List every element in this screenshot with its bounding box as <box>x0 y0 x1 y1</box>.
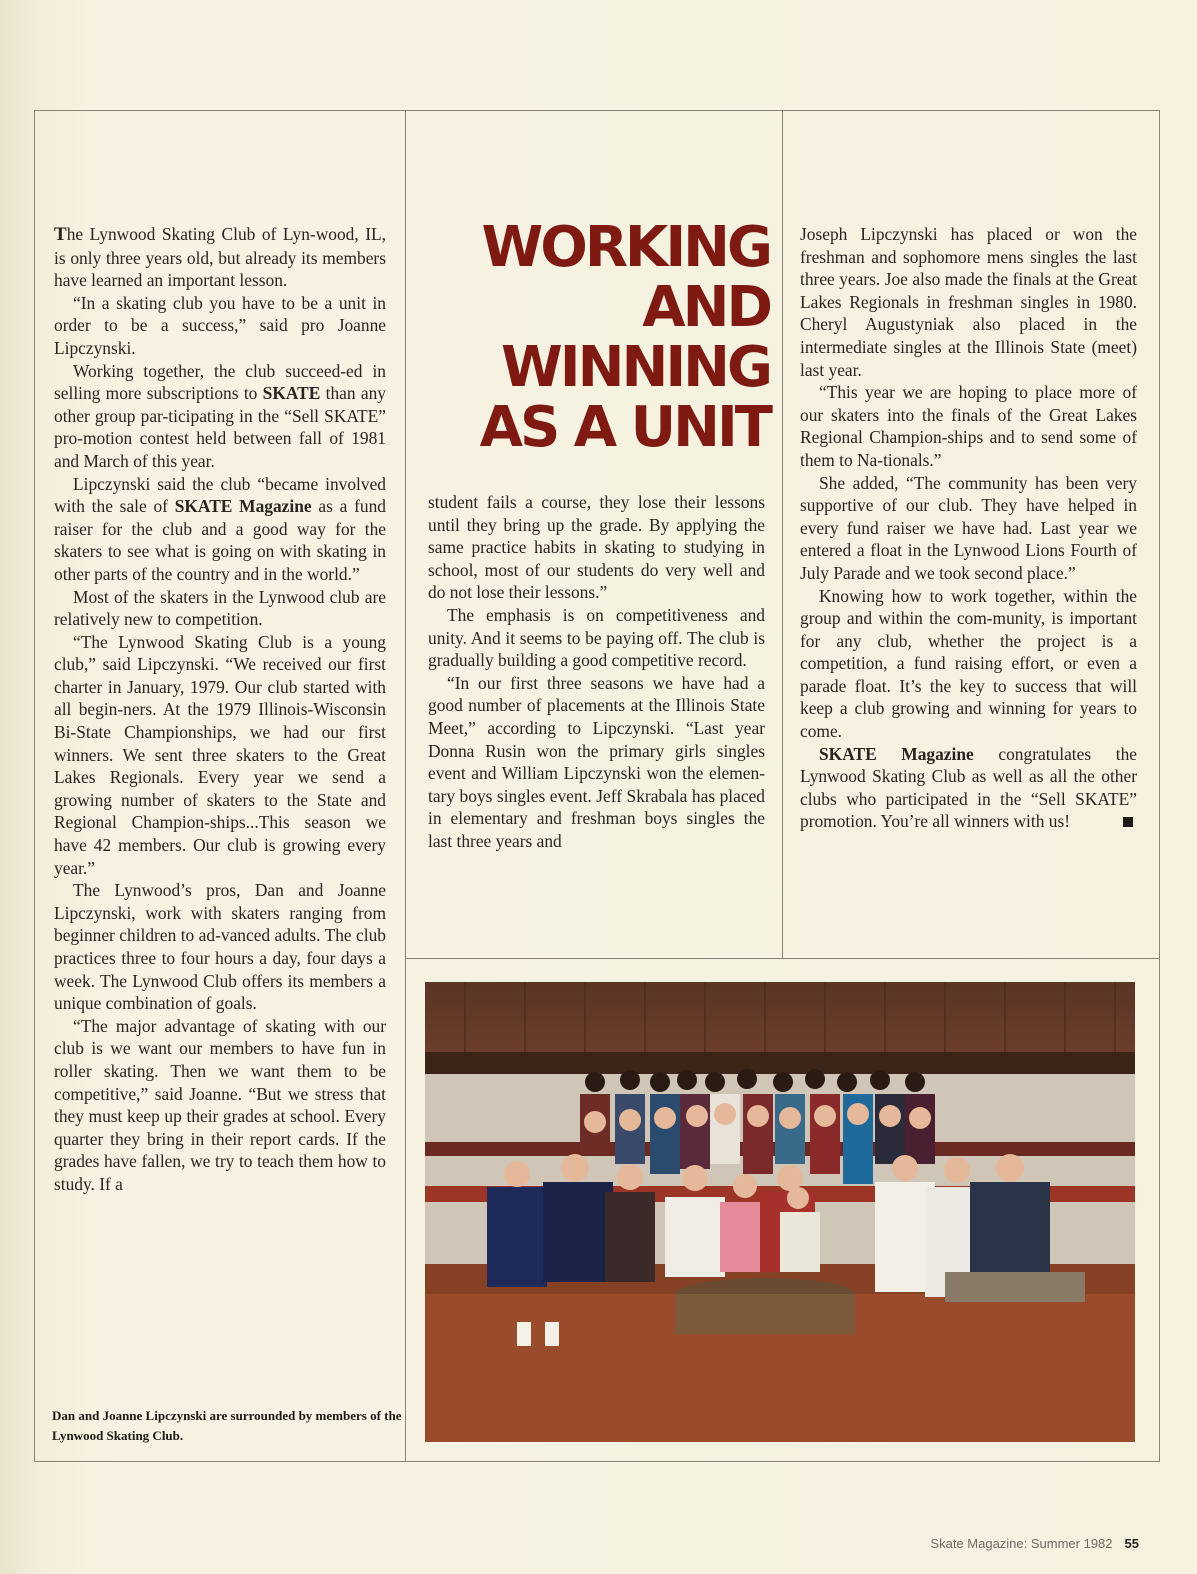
page-footer <box>930 1536 1139 1551</box>
paragraph: Working together, the club succeed-ed in selling more subscriptions to SKATE than any other group par-ticipating in the “Sell SKATE” pro-motion contest held between fall of 1981 and March of this year. <box>54 360 386 471</box>
paragraph: Joseph Lipczynski has placed or won the freshman and sophomore mens singles the last three years. Joe also made the finals at the Great Lakes Regionals in freshman singles in 1980. Cheryl Augustyniak also placed in the intermediate singles at the Illinois State (meet) last year. <box>800 224 1137 380</box>
paragraph: The Lynwood Skating Club of Lyn-wood, IL, is only three years old, but already its members have learned an important lesson. <box>54 224 386 291</box>
paragraph: The emphasis is on competitiveness and unity. And it seems to be paying off. The club is gradually building a good competitive record. <box>428 604 765 671</box>
end-mark-icon <box>1123 817 1133 827</box>
paragraph: Knowing how to work together, within the group and within the com-munity, is important for any club, whether the project is a competition, a fund raising effort, or even a parade float. It’s the key to success that will keep a club growing and winning for years to come. <box>800 585 1137 742</box>
paragraph: student fails a course, they lose their lessons until they bring up the grade. By applying the same practice habits in skating to studying in school, most of our students do very well and do not lose their lessons.” <box>428 492 765 603</box>
paragraph: She added, “The community has been very supportive of our club. They have helped in every fund raiser we have had. Last year we entered a float in the Lynwood Lions Fourth of July Parade and we took second place.” <box>800 472 1137 583</box>
drop-cap: T <box>54 224 67 245</box>
paragraph: The Lynwood’s pros, Dan and Joanne Lipczynski, work with skaters ranging from beginner children to ad-vanced adults. The club practices three to four hours a day, four days a week. The Lynwood Club offers its members a unique combination of goals. <box>54 880 386 1014</box>
headline-line: WINNING <box>500 335 770 400</box>
article-column-1 <box>54 223 386 1196</box>
headline-line: WORKING <box>481 215 770 280</box>
article-column-3 <box>800 223 1137 833</box>
publication-name: Skate Magazine: Summer 1982 <box>930 1536 1113 1551</box>
article-headline <box>420 215 770 460</box>
paragraph: “This year we are hoping to place more of our skaters into the finals of the Great Lakes Regional Champion-ships and to send some of them to Na-tionals.” <box>800 382 1137 470</box>
paragraph: “In a skating club you have to be a unit in order to be a success,” said pro Joanne Lipczynski. <box>54 292 386 358</box>
club-group-photo <box>425 982 1135 1442</box>
paragraph: Most of the skaters in the Lynwood club are relatively new to competition. <box>54 586 386 630</box>
paragraph: “The major advantage of skating with our club is we want our members to have fun in roller skating. Then we want them to be competitive,” said Joanne. “But we stress that they must keep up their grades at school. Every quarter they bring in their report cards. If the grades have fallen, we try to teach them how to study. If a <box>54 1015 386 1194</box>
article-column-2 <box>428 491 765 853</box>
paragraph: Lipczynski said the club “became involved with the sale of SKATE Magazine as a fund raiser for the club and a good way for the skaters to see what is going on with skating in other parts of the country and in the world.” <box>54 473 386 584</box>
photo-caption: Dan and Joanne Lipczynski are surrounded by members of the Lynwood Skating Club. <box>52 1408 402 1443</box>
photo-top-rule <box>405 958 1160 959</box>
page-number: 55 <box>1124 1536 1139 1551</box>
headline-line: AS A UNIT <box>479 395 770 460</box>
paragraph: “The Lynwood Skating Club is a young club,” said Lipczynski. “We received our first charter in January, 1979. Our club started with all begin-ners. At the 1979 Illinois-Wisconsin Bi-State Championships, we had our first winners. We sent three skaters to the Great Lakes Regionals. Every year we send a growing number of skaters to the State and Regional Champion-ships...This season we have 42 members. Our club is growing every year.” <box>54 631 386 878</box>
column-rule-2 <box>782 110 783 958</box>
paragraph: SKATE Magazine congratulates the Lynwood Skating Club as well as all the other clubs who participated in the “Sell SKATE” promotion. You’re all winners with us! <box>800 743 1137 832</box>
headline-line: AND <box>642 275 770 340</box>
column-rule-1 <box>405 110 406 1462</box>
paragraph: “In our first three seasons we have had a good number of placements at the Illinois State Meet,” according to Lipczynski. “Last year Donna Rusin won the primary girls singles event and William Lipczynski won the elemen-tary boys singles event. Jeff Skrabala has placed in elementary and freshman boys singles the last three years and <box>428 672 765 851</box>
